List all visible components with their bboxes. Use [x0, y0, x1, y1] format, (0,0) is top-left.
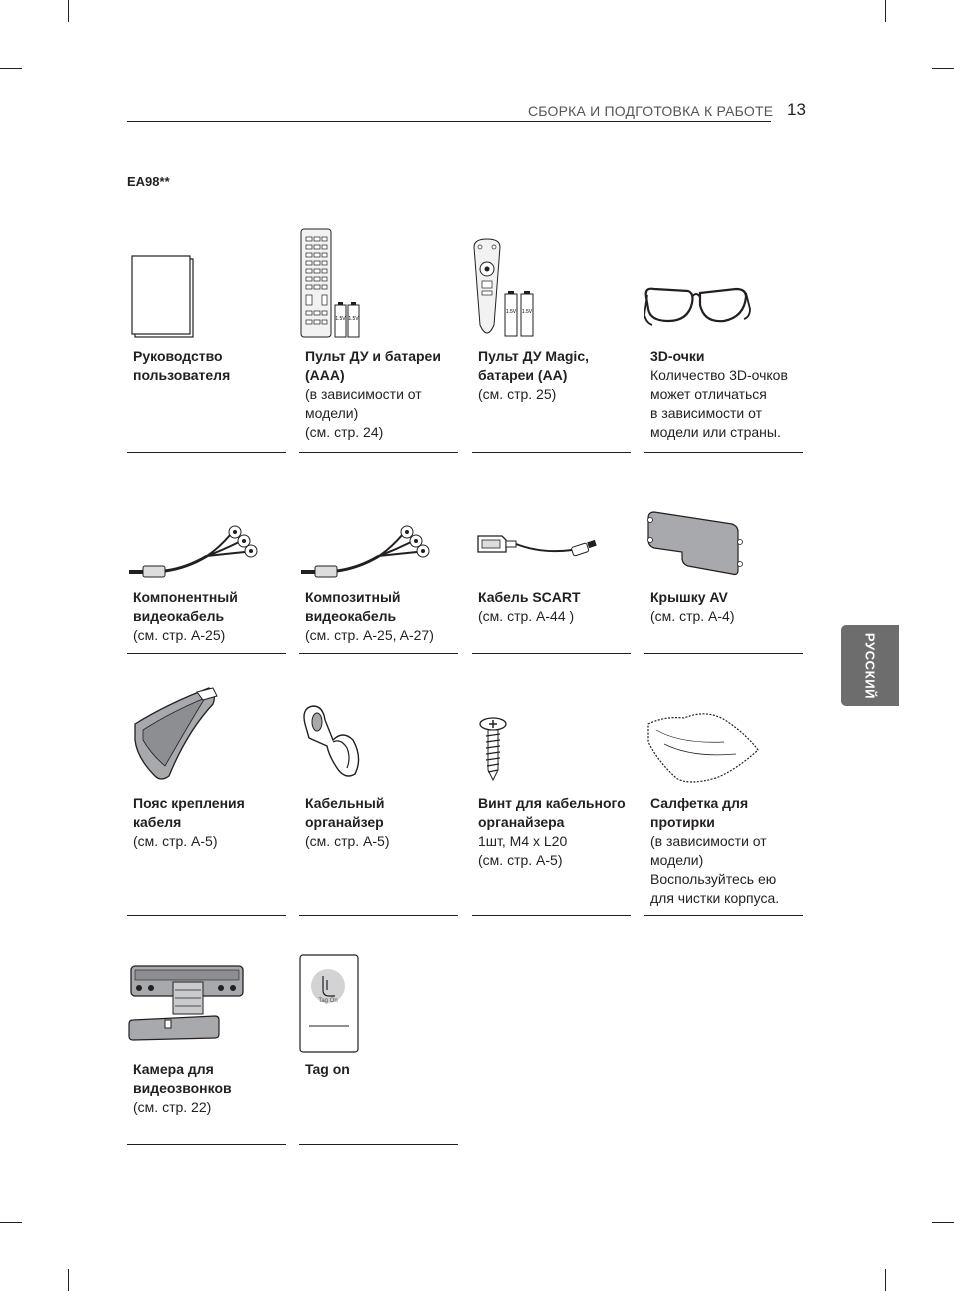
item-note: (см. стр. 25) — [478, 386, 557, 402]
item-name: Кабель SCART — [478, 589, 581, 605]
language-tab: РУССКИЙ — [841, 625, 899, 706]
item-divider — [299, 915, 458, 916]
item-note: (в зависимости от модели) (см. стр. 24) — [305, 386, 422, 440]
svg-text:1.5V: 1.5V — [505, 309, 517, 315]
tag-on-icon — [299, 954, 458, 1054]
item-divider — [127, 915, 286, 916]
item-note: (см. стр. A-4) — [650, 608, 735, 624]
item-divider — [299, 653, 458, 654]
page-number: 13 — [787, 100, 806, 119]
item-note: (см. стр. A-25) — [133, 627, 226, 643]
item-name: Салфетка для протирки — [650, 795, 749, 830]
svg-text:1.5V: 1.5V — [335, 316, 346, 322]
item-note: (см. стр. A-5) — [133, 833, 218, 849]
item-note: (см. стр. A-5) — [305, 833, 390, 849]
cable-belt-icon — [127, 684, 286, 784]
manual-icon — [127, 225, 286, 340]
item-divider — [472, 653, 631, 654]
item-name: Компонентный видеокабель — [133, 589, 238, 624]
screw-icon — [472, 684, 631, 784]
item-note: (в зависимости от модели) Воспользуйтесь ею для чистки корпуса. — [650, 833, 780, 906]
item-divider — [644, 653, 803, 654]
crop-mark — [0, 1222, 22, 1223]
item-name: Винт для кабельного органайзера — [478, 795, 626, 830]
3d-glasses-icon — [644, 225, 803, 340]
item-name: Пояс крепления кабеля — [133, 795, 245, 830]
item-name: Кабельный органайзер — [305, 795, 385, 830]
component-cable-icon — [127, 508, 286, 582]
section-title: СБОРКА И ПОДГОТОВКА К РАБОТЕ — [528, 103, 774, 119]
item-name: Крышку AV — [650, 589, 728, 605]
crop-mark — [885, 1269, 886, 1291]
scart-cable-icon — [472, 508, 631, 582]
svg-text:1.5V: 1.5V — [521, 309, 533, 315]
crop-mark — [68, 1269, 69, 1291]
svg-text:1.5V: 1.5V — [348, 316, 359, 322]
av-cover-icon — [644, 508, 803, 582]
crop-mark — [885, 0, 886, 22]
item-note: 1шт, M4 x L20 (см. стр. A-5) — [478, 833, 568, 868]
item-divider — [127, 653, 286, 654]
camera-icon — [127, 954, 286, 1054]
crop-mark — [68, 0, 69, 22]
item-divider — [127, 452, 286, 453]
crop-mark — [932, 68, 954, 69]
item-divider — [299, 1144, 458, 1145]
magic-remote-icon — [472, 225, 631, 340]
item-divider — [472, 915, 631, 916]
item-name: 3D-очки — [650, 348, 705, 364]
item-name: Руководство пользователя — [133, 348, 231, 383]
cleaning-cloth-icon — [644, 684, 803, 784]
item-note: (см. стр. 22) — [133, 1099, 212, 1115]
item-note: Количество 3D-очков может отличаться в зависимости от модели или страны. — [650, 367, 788, 440]
crop-mark — [0, 68, 22, 69]
item-divider — [472, 452, 631, 453]
item-divider — [299, 452, 458, 453]
cable-organizer-icon — [299, 684, 458, 784]
item-divider — [644, 452, 803, 453]
svg-text:Tag On: Tag On — [318, 998, 338, 1004]
item-name: Камера для видеозвонков — [133, 1061, 232, 1096]
remote-control-icon — [299, 225, 458, 340]
model-label: EA98** — [127, 174, 170, 189]
item-note: (см. стр. A-25, A-27) — [305, 627, 434, 643]
item-name: Tag on — [305, 1061, 350, 1077]
header-divider — [127, 121, 771, 122]
item-divider — [127, 1144, 286, 1145]
composite-cable-icon — [299, 508, 458, 582]
item-divider — [644, 915, 803, 916]
item-note: (см. стр. A-44 ) — [478, 608, 575, 624]
item-name: Пульт ДУ и батареи (AAA) — [305, 348, 441, 383]
crop-mark — [932, 1222, 954, 1223]
item-name: Композитный видеокабель — [305, 589, 401, 624]
item-name: Пульт ДУ Magic, батареи (AA) — [478, 348, 589, 383]
